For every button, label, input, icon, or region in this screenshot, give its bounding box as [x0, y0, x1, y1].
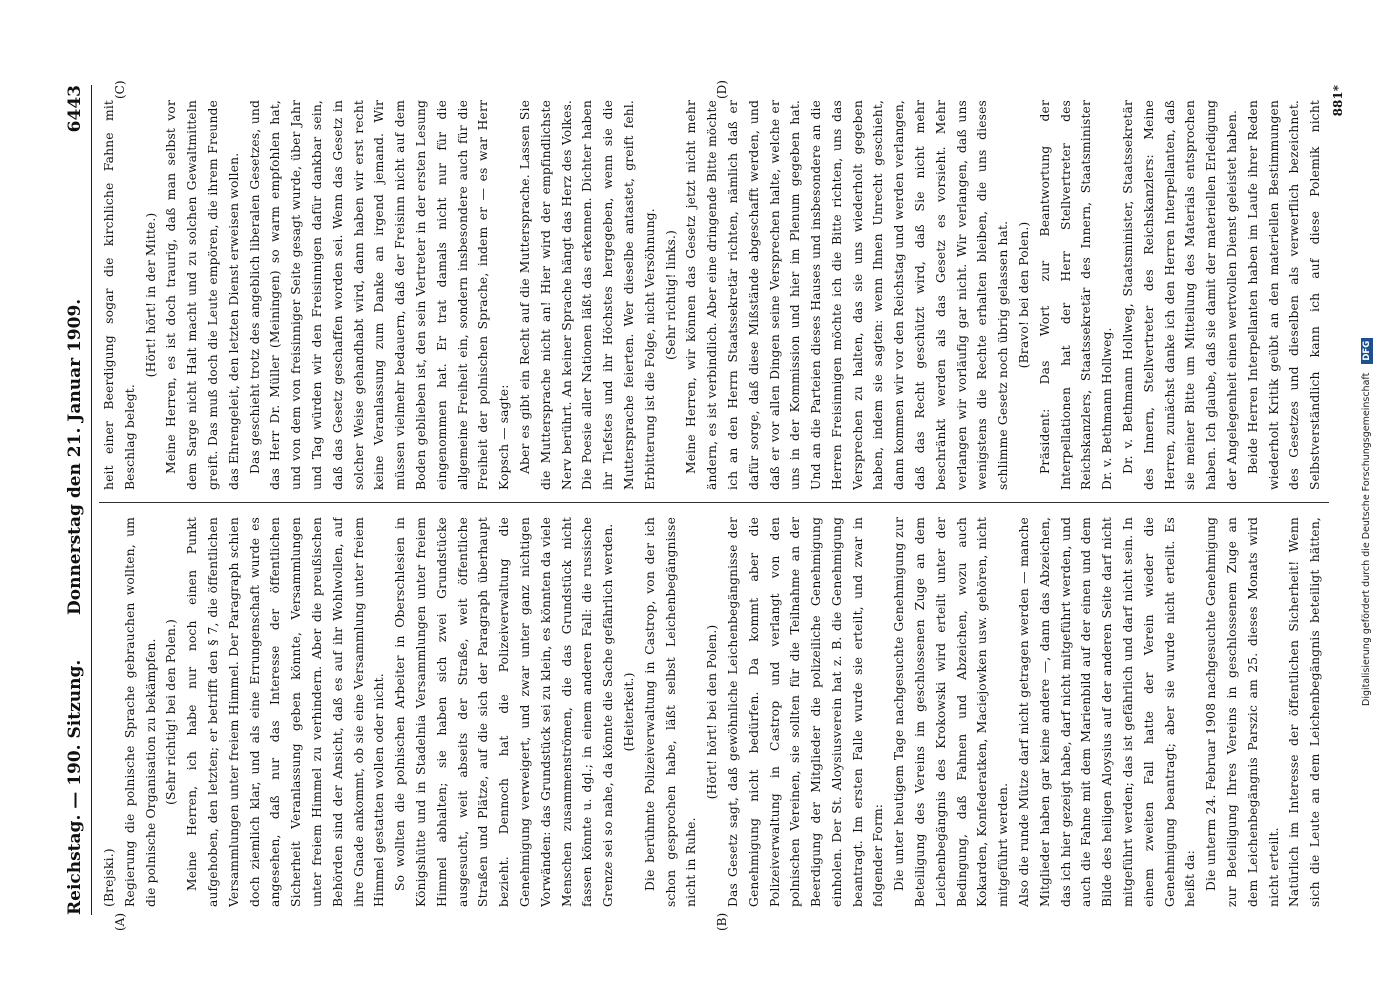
- paragraph: Also die runde Mütze darf nicht getragen werden — manche Mitglieder haben gar keine andere —, dann das Abzeichen, das ich hier gezeigt habe, darf nicht mitgeführt werden, und auch die Fahne mit dem Marienbild auf der einen und dem Bilde des heiligen Aloysius auf der anderen Seite darf nicht mitgeführt werden; das ist gefährlich und darf nicht sein. In einem zweiten Fall hatte der Verein wieder die Genehmigung beantragt; aber sie wurde nicht erteilt. Es heißt da:: [1017, 517, 1198, 907]
- credit-text: Digitalisierung gefördert durch die Deutsche Forschungsgemeinschaft: [1361, 372, 1372, 706]
- paragraph: Meine Herren, ich habe nur noch einen Punkt aufgehoben, den letzten; er betrifft den § 7, die öffentlichen Versammlungen unter freiem Himmel. Der Paragraph schien doch ziemlich klar, und als eine Errungenschaft wurde es angesehen, daß nur das Interesse der öffentlichen Sicherheit Veranlassung geben könnte, Versammlungen unter freiem Himmel zu verhindern. Aber die preußischen Behörden sind der Ansicht, daß es auf ihr Wohlwollen, auf ihre Gnade ankommt, ob sie eine Versammlung unter freiem Himmel gestatten wollen oder nicht.: [185, 517, 387, 907]
- column-divider: [99, 502, 1329, 503]
- paragraph: Natürlich im Interesse der öffentlichen Sicherheit! Wenn sich die Leute an dem Leichenbegängnis beteiligt hätten,: [1287, 517, 1323, 907]
- page-header: [63, 85, 92, 915]
- paragraph: Regierung die polnische Sprache gebrauchen wollten, um die polnische Organisation zu bekämpfen.: [122, 517, 158, 907]
- paragraph: So wollten die polnischen Arbeiter in Oberschlesien in Königshütte und in Stadelnia Versammlungen unter freiem Himmel abhalten; sie haben sich zwei Grundstücke ausgesucht, weit abseits der Straße, weit öffentliche Straßen und Plätze, auf die sich der Paragraph überhaupt bezieht. Dennoch hat die Polizeiverwaltung die Genehmigung verweigert, und zwar unter ganz nichtigen Vorwänden: das Grundstück sei zu klein, es könnten da viele Menschen zusammenströmen, die das Grundstück nicht fassen könnte u. dgl.; in einem anderen Fall: die russische Grenze sei so nahe, da könnte die Sache gefährlich werden.: [393, 517, 616, 907]
- paragraph: Die unterm 24. Februar 1908 nachgesuchte Genehmigung zur Beteiligung Ihres Vereins in geschlossenem Zuge an dem Leichenbegängnis Parszic am 25. dieses Monats wird nicht erteilt.: [1204, 517, 1281, 907]
- paragraph: Das Gesetz sagt, daß gewöhnliche Leichenbegängnisse der Genehmigung nicht bedürfen. Da kommt aber die Polizeiverwaltung in Castrop und verlangt von den polnischen Vereinen, sie sollten für die Teilnahme an der Beerdigung der Mitglieder die polizeiliche Genehmigung einholen. Der St. Aloysiusverein hat z. B. die Genehmigung beantragt. Im ersten Falle wurde sie erteilt, und zwar in folgender Form:: [725, 517, 886, 907]
- margin-mark-b: (B): [715, 912, 729, 931]
- interjection: (Hört! hört! bei den Polen.): [705, 624, 720, 800]
- margin-mark-d: (D): [715, 80, 729, 99]
- page-number: 6443: [65, 85, 85, 133]
- rotated-page: [55, 65, 1355, 935]
- footer-note: 881*: [1331, 85, 1345, 117]
- digitization-credit: [1361, 6, 1379, 706]
- dfg-logo: DFG: [1361, 338, 1373, 364]
- paragraph: (Brejski.): [102, 848, 116, 907]
- interjection: (Hört! hört! in der Mitte.): [143, 212, 158, 378]
- header-date: Donnerstag den 21. Januar 1909.: [65, 298, 85, 615]
- paragraph: Dr. v. Bethmann Hollweg, Staatsminister, Staatssekretär des Innern, Stellvertreter des Reichskanzlers: Meine Herren, zunächst danke ich den Herren Interpellanten, daß sie meiner Bitte um Mitteilung des Materials entsprochen haben. Ich glaube, daß sie damit der materiellen Erledigung der Angelegenheit einen wertvollen Dienst geleistet haben.: [1121, 100, 1240, 490]
- margin-mark-c: (C): [113, 80, 127, 99]
- margin-mark-a: (A): [113, 912, 127, 931]
- paragraph: Präsident: Das Wort zur Beantwortung der Interpellationen hat der Herr Stellvertreter des Reichskanzlers, Staatssekretär des Innern, Staatsminister Dr. v. Bethmann Hollweg.: [1037, 100, 1115, 490]
- paragraph: Das geschieht trotz des angeblich liberalen Gesetzes, und das Herr Dr. Müller (Meiningen) so warm empfohlen hat, und von dem von freisinniger Seite gesagt wurde, über Jahr und Tag würden wir den Freisinnigen dafür dankbar sein, daß das Gesetz geschaffen worden sei. Wenn das Gesetz in solcher Weise gehandhabt wird, dann haben wir erst recht keine Veranlassung zum Danke an irgend jemand. Wir müssen vielmehr bedauern, daß der Freisinn nicht auf dem Boden geblieben ist, den sein Vertreter in der ersten Lesung eingenommen hat. Er trat damals nicht nur für die allgemeine Freiheit ein, sondern insbesondere auch für die Freiheit der polnischen Sprache, indem er — es war Herr Kopsch — sagte:: [247, 100, 512, 490]
- left-text-column: [99, 517, 1329, 907]
- right-text-column: [99, 100, 1329, 490]
- header-session: Reichstag. — 190. Sitzung.: [65, 659, 85, 915]
- interjection: (Sehr richtig! bei den Polen.): [164, 619, 179, 805]
- paragraph: Beide Herren Interpellanten haben im Laufe ihrer Reden wiederholt Kritik geübt an den materiellen Bestimmungen des Gesetzes und dieselben als verwerflich bezeichnet. Selbstverständlich kann ich auf diese Polemik nicht: [1245, 100, 1323, 490]
- interjection: (Heiterkeit.): [621, 672, 636, 752]
- paragraph: Meine Herren, wir können das Gesetz jetzt nicht mehr ändern, es ist verbindlich. Aber eine dringende Bitte möchte ich an den Herrn Staatssekretär richten, nämlich daß er dafür sorge, daß diese Mißstände abgeschafft werden, und daß er vor allen Dingen seine Versprechen halte, welche er uns in der Kommission und hier im Plenum gegeben hat. Und an die Parteien dieses Hauses und insbesondere an die Herren Freisinnigen möchte ich die Bitte richten, uns das Versprechen zu halten, das sie uns wiederholt gegeben haben, indem sie sagten: wenn Ihnen Unrecht geschieht, dann kommen wir vor den Reichstag und werden verlangen, daß das Recht geschützt wird, daß Sie nicht mehr beschränkt werden als das Gesetz es vorsieht. Mehr verlangen wir vorläufig gar nicht. Wir verlangen, daß uns wenigstens die Rechte erhalten bleiben, die uns dieses schlimme Gesetz noch übrig gelassen hat.: [684, 100, 1011, 490]
- paragraph: Die berühmte Polizeiverwaltung in Castrop, von der ich schon gesprochen habe, läßt selbst Leichenbegängnisse nicht in Ruhe.: [642, 517, 699, 907]
- paragraph: Die unter heutigem Tage nachgesuchte Genehmigung zur Beteiligung des Vereins im geschlossenen Zuge an dem Leichenbegängnis des Krokowski wird erteilt unter der Bedingung, daß Fahnen und Abzeichen, wozu auch Kokarden, Konfederatken, Maciejowken usw. gehören, nicht mitgeführt werden.: [892, 517, 1011, 907]
- interjection: (Sehr richtig! links.): [663, 230, 678, 360]
- paragraph: Aber es gibt ein Recht auf die Muttersprache. Lassen Sie die Muttersprache nicht an! Hier wird der empfindlichste Nerv berührt. An keiner Sprache hängt das Herz des Volkes. Die Poesie aller Nationen läßt das erkennen. Dichter haben ihr Tiefstes und ihr Höchstes hergegeben, wenn sie die Muttersprache feierten. Wer dieselbe antastet, greift fehl. Erbitterung ist die Folge, nicht Versöhnung.: [517, 100, 657, 490]
- interjection: (Bravo! bei den Polen.): [1017, 221, 1032, 369]
- paragraph: heit einer Beerdigung sogar die kirchliche Fahne mit Beschlag belegt.: [102, 100, 137, 490]
- paragraph: Meine Herren, es ist doch traurig, daß man selbst vor dem Sarge nicht Halt macht und zu solchen Gewaltmitteln greift. Das muß doch die Leute empören, die ihrem Freunde das Ehrengeleit, den letzten Dienst erweisen wollen.: [164, 100, 241, 490]
